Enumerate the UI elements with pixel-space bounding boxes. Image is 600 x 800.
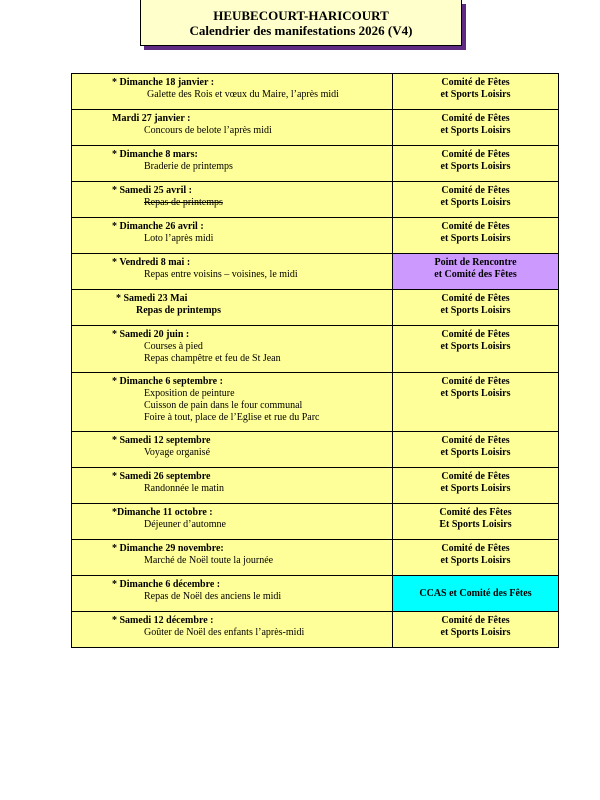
organizer-cell	[393, 74, 559, 110]
events-table	[71, 73, 559, 648]
event-date: * Vendredi 8 mai :	[112, 257, 191, 268]
event-date: * Dimanche 26 avril :	[112, 221, 204, 232]
organizer-line: et Comité des Fêtes	[434, 269, 517, 280]
event-description: Repas de Noël des anciens le midi	[144, 591, 282, 602]
event-cell	[72, 326, 393, 373]
event-date: * Samedi 23 Mai	[116, 293, 188, 304]
table-row	[72, 110, 559, 146]
event-cell	[72, 146, 393, 182]
event-cell	[72, 74, 393, 110]
organizer-line: Comité de Fêtes	[441, 376, 510, 387]
event-cell	[72, 504, 393, 540]
event-cell	[72, 540, 393, 576]
organizer-cell	[393, 290, 559, 326]
event-date: * Dimanche 8 mars:	[112, 149, 198, 160]
organizer-cell	[393, 576, 559, 612]
organizer-line: et Sports Loisirs	[440, 89, 511, 100]
event-date: * Samedi 20 juin :	[112, 329, 190, 340]
event-description: Foire à tout, place de l’Eglise et rue du Parc	[144, 412, 320, 423]
event-date: * Dimanche 6 décembre :	[112, 579, 221, 590]
organizer-line: et Sports Loisirs	[440, 447, 511, 458]
event-date: Mardi 27 janvier :	[112, 113, 191, 124]
event-cell	[72, 432, 393, 468]
event-date: *Dimanche 11 octobre :	[112, 507, 213, 518]
table-row	[72, 218, 559, 254]
organizer-line: et Sports Loisirs	[440, 233, 511, 244]
event-date: * Dimanche 6 septembre :	[112, 376, 223, 387]
table-row	[72, 182, 559, 218]
page-subtitle: Calendrier des manifestations 2026 (V4)	[189, 23, 413, 38]
title-box	[140, 0, 462, 46]
organizer-line: Comité de Fêtes	[441, 471, 510, 482]
organizer-cell	[393, 254, 559, 290]
organizer-line: Comité de Fêtes	[441, 77, 510, 88]
event-description: Repas de printemps	[136, 305, 222, 316]
organizer-line: Comité de Fêtes	[441, 615, 510, 626]
event-description: Braderie de printemps	[144, 161, 233, 172]
organizer-line: Comité de Fêtes	[441, 543, 510, 554]
table-row	[72, 146, 559, 182]
organizer-line: et Sports Loisirs	[440, 161, 511, 172]
organizer-line: et Sports Loisirs	[440, 197, 511, 208]
table-row	[72, 432, 559, 468]
event-cell	[72, 468, 393, 504]
event-date: * Samedi 12 septembre	[112, 435, 211, 446]
organizer-cell	[393, 146, 559, 182]
table-row	[72, 540, 559, 576]
organizer-line: Comité de Fêtes	[441, 329, 510, 340]
event-description: Marché de Noël toute la journée	[144, 555, 274, 566]
event-description: Courses à pied	[144, 341, 203, 352]
event-cell	[72, 373, 393, 432]
organizer-line: et Sports Loisirs	[440, 627, 511, 638]
event-cell	[72, 218, 393, 254]
organizer-line: et Sports Loisirs	[440, 388, 511, 399]
table-row	[72, 290, 559, 326]
table-row	[72, 576, 559, 612]
organizer-line: et Sports Loisirs	[440, 341, 511, 352]
organizer-line: et Sports Loisirs	[440, 555, 511, 566]
organizer-line: Comité de Fêtes	[441, 221, 510, 232]
event-date: * Samedi 25 avril :	[112, 185, 192, 196]
event-date: * Samedi 12 décembre :	[112, 615, 214, 626]
organizer-cell	[393, 432, 559, 468]
organizer-line: Comité de Fêtes	[441, 293, 510, 304]
organizer-line: Comité des Fêtes	[439, 507, 512, 518]
event-date: * Dimanche 18 janvier :	[112, 77, 215, 88]
event-date: * Samedi 26 septembre	[112, 471, 211, 482]
organizer-cell	[393, 110, 559, 146]
table-row	[72, 504, 559, 540]
organizer-line: CCAS et Comité des Fêtes	[419, 587, 532, 599]
event-description-cancelled: Repas de printemps	[144, 197, 223, 208]
organizer-cell	[393, 373, 559, 432]
event-cell	[72, 612, 393, 648]
event-description: Galette des Rois et vœux du Maire, l’après midi	[147, 89, 339, 100]
organizer-line: Point de Rencontre	[434, 257, 517, 268]
table-row	[72, 373, 559, 432]
event-description: Exposition de peinture	[144, 388, 235, 399]
event-description: Cuisson de pain dans le four communal	[144, 400, 303, 411]
organizer-line: et Sports Loisirs	[440, 305, 511, 316]
event-description: Déjeuner d’automne	[144, 519, 226, 530]
organizer-line: Et Sports Loisirs	[439, 519, 512, 530]
event-cell	[72, 110, 393, 146]
table-row	[72, 612, 559, 648]
event-date: * Dimanche 29 novembre:	[112, 543, 224, 554]
organizer-line: Comité de Fêtes	[441, 435, 510, 446]
organizer-cell	[393, 182, 559, 218]
organizer-line: Comité de Fêtes	[441, 185, 510, 196]
event-description: Randonnée le matin	[144, 483, 224, 494]
organizer-line: et Sports Loisirs	[440, 125, 511, 136]
table-row	[72, 74, 559, 110]
event-cell	[72, 182, 393, 218]
organizer-cell	[393, 218, 559, 254]
event-cell	[72, 290, 393, 326]
event-cell	[72, 254, 393, 290]
organizer-line: et Sports Loisirs	[440, 483, 511, 494]
organizer-cell	[393, 326, 559, 373]
organizer-line: Comité de Fêtes	[441, 149, 510, 160]
table-row	[72, 326, 559, 373]
organizer-cell	[393, 540, 559, 576]
organizer-cell	[393, 468, 559, 504]
event-description: Repas champêtre et feu de St Jean	[144, 353, 281, 364]
organizer-cell	[393, 504, 559, 540]
event-description: Concours de belote l’après midi	[144, 125, 272, 136]
page-title: HEUBECOURT-HARICOURT	[213, 8, 389, 23]
organizer-line: Comité de Fêtes	[441, 113, 510, 124]
event-description: Repas entre voisins – voisines, le midi	[144, 269, 298, 280]
event-description: Goûter de Noël des enfants l’après-midi	[144, 627, 305, 638]
table-row	[72, 254, 559, 290]
organizer-cell	[393, 612, 559, 648]
table-row	[72, 468, 559, 504]
event-description: Loto l’après midi	[144, 233, 214, 244]
event-description: Voyage organisé	[144, 447, 211, 458]
event-cell	[72, 576, 393, 612]
